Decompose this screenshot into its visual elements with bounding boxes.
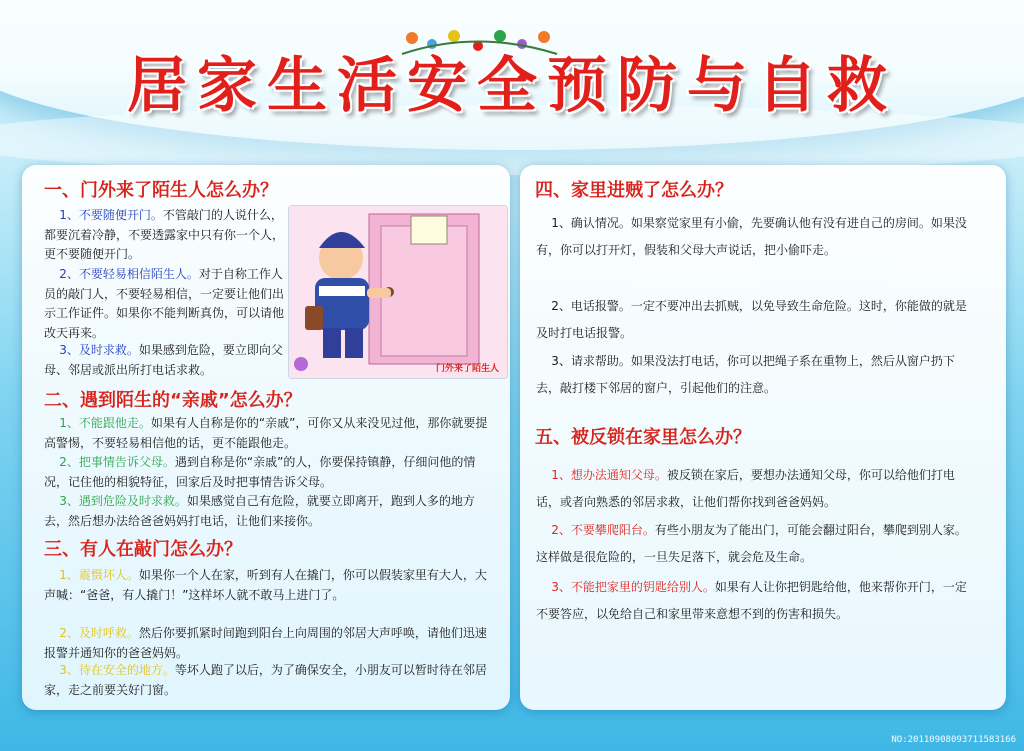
door-visitor-illustration — [288, 205, 508, 379]
section-1-item-2 — [44, 265, 284, 343]
section-3-item-1 — [44, 566, 496, 605]
section-1-item-1 — [44, 206, 284, 265]
section-3-item-1-text: 如果你一个人在家，听到有人在撬门，你可以假装家里有大人，大声喊：“爸爸，有人撬门！”这样坏人就不敢马上进门了。 — [44, 568, 487, 602]
section-5-item-2-key: 2、不要攀爬阳台。 — [551, 523, 655, 537]
section-5-heading: 五、被反锁在家里怎么办？ — [535, 427, 751, 448]
section-3-item-3-text: 等坏人跑了以后，为了确保安全，小朋友可以暂时待在邻居家，走之前要关好门窗。 — [44, 663, 487, 697]
section-5-item-3-key: 3、不能把家里的钥匙给别人。 — [551, 580, 715, 594]
section-4-item-3 — [536, 348, 976, 402]
section-4-item-1 — [536, 210, 976, 264]
image-id-watermark: NO:20110908093711583166 — [891, 735, 1016, 745]
section-1-item-2-text: 对于自称工作人员的敲门人，不要轻易相信，一定要让他们出示工作证件。如果你不能判断真伪，可以请他改天再来。 — [44, 267, 285, 340]
section-4-item-2 — [536, 293, 976, 347]
section-5-item-1 — [536, 462, 976, 516]
section-5-item-1-text: 被反锁在家后，要想办法通知父母，你可以给他们打电话，或者向熟悉的邻居求救，让他们帮你找到爸爸妈妈。 — [536, 468, 955, 509]
section-3-item-2-key: 2、及时呼救。 — [59, 626, 139, 640]
section-3-item-2 — [44, 624, 496, 663]
section-4-item-1-text: 如果察觉家里有小偷，先要确认他有没有进自己的房间。如果没有，你可以打开灯，假装和父母大声说话，把小偷吓走。 — [536, 216, 967, 257]
section-2-item-2 — [44, 453, 496, 492]
section-4-heading: 四、家里进贼了怎么办？ — [535, 180, 733, 201]
section-2-item-3 — [44, 492, 496, 531]
section-5-item-1-key: 1、想办法通知父母。 — [551, 468, 667, 482]
section-1-item-2-key: 2、不要轻易相信陌生人。 — [59, 267, 199, 281]
section-2-item-2-text: 遇到自称是你“亲戚”的人，你要保持镇静，仔细问他的情况，记住他的相貌特征，回家后及时把事情告诉父母。 — [44, 455, 476, 489]
section-1-item-3 — [44, 341, 284, 380]
section-2-item-3-key: 3、遇到危险及时求救。 — [59, 494, 187, 508]
section-3-item-3-key: 3、待在安全的地方。 — [59, 663, 175, 677]
section-3-item-1-key: 1、震慑坏人。 — [59, 568, 139, 582]
section-3-heading: 三、有人在敲门怎么办？ — [44, 539, 242, 560]
section-2-item-3-text: 如果感觉自己有危险，就要立即离开，跑到人多的地方去，然后想办法给爸爸妈妈打电话，让他们来接你。 — [44, 494, 475, 528]
section-1-item-1-key: 1、不要随便开门。 — [59, 208, 163, 222]
section-5-item-3-text: 如果有人让你把钥匙给他，他来帮你开门，一定不要答应，以免给自己和家里带来意想不到的伤害和损失。 — [536, 580, 967, 621]
section-1-item-3-key: 3、及时求救。 — [59, 343, 139, 357]
section-3-item-2-text: 然后你要抓紧时间跑到阳台上向周围的邻居大声呼唤，请他们迅速报警并通知你的爸爸妈妈。 — [44, 626, 487, 660]
section-2-item-1-text: 如果有人自称是你的“亲戚”，可你又从来没见过他，那你就要提高警惕，不要轻易相信他的话，更不能跟他走。 — [44, 416, 488, 450]
flower-icon — [294, 357, 308, 371]
section-2-item-1-key: 1、不能跟他走。 — [59, 416, 151, 430]
section-4-item-3-text: 如果没法打电话，你可以把绳子系在重物上，然后从窗户扔下去，敲打楼下邻居的窗户，引起他们的注意。 — [536, 354, 955, 395]
door-visitor-illustration-svg — [289, 206, 507, 378]
section-4-item-3-key: 3、请求帮助。 — [551, 354, 631, 368]
section-2-item-2-key: 2、把事情告诉父母。 — [59, 455, 175, 469]
section-4-item-1-key: 1、确认情况。 — [551, 216, 631, 230]
section-4-item-2-text: 一定不要冲出去抓贼，以免导致生命危险。这时，你能做的就是及时打电话报警。 — [536, 299, 967, 340]
section-1-item-1-text: 不管敲门的人说什么，都要沉着冷静，不要透露家中只有你一个人，更不要随便开门。 — [44, 208, 285, 261]
section-2-heading: 二、遇到陌生的“亲戚”怎么办？ — [44, 390, 302, 411]
section-2-item-1 — [44, 414, 496, 453]
section-3-item-3 — [44, 661, 496, 700]
section-5-item-3 — [536, 574, 976, 628]
page-title: 居家生活安全预防与自救 — [127, 51, 897, 121]
section-4-item-2-key: 2、电话报警。 — [551, 299, 631, 313]
section-1-heading: 一、门外来了陌生人怎么办？ — [44, 180, 278, 201]
section-5-item-2-text: 有些小朋友为了能出门，可能会翻过阳台，攀爬到别人家。这样做是很危险的，一旦失足落下，就会危及生命。 — [536, 523, 967, 564]
section-1-item-3-text: 如果感到危险，要立即向父母、邻居或派出所打电话求救。 — [44, 343, 283, 377]
illustration-caption: 门外来了陌生人 — [435, 364, 499, 374]
section-5-item-2 — [536, 517, 976, 571]
